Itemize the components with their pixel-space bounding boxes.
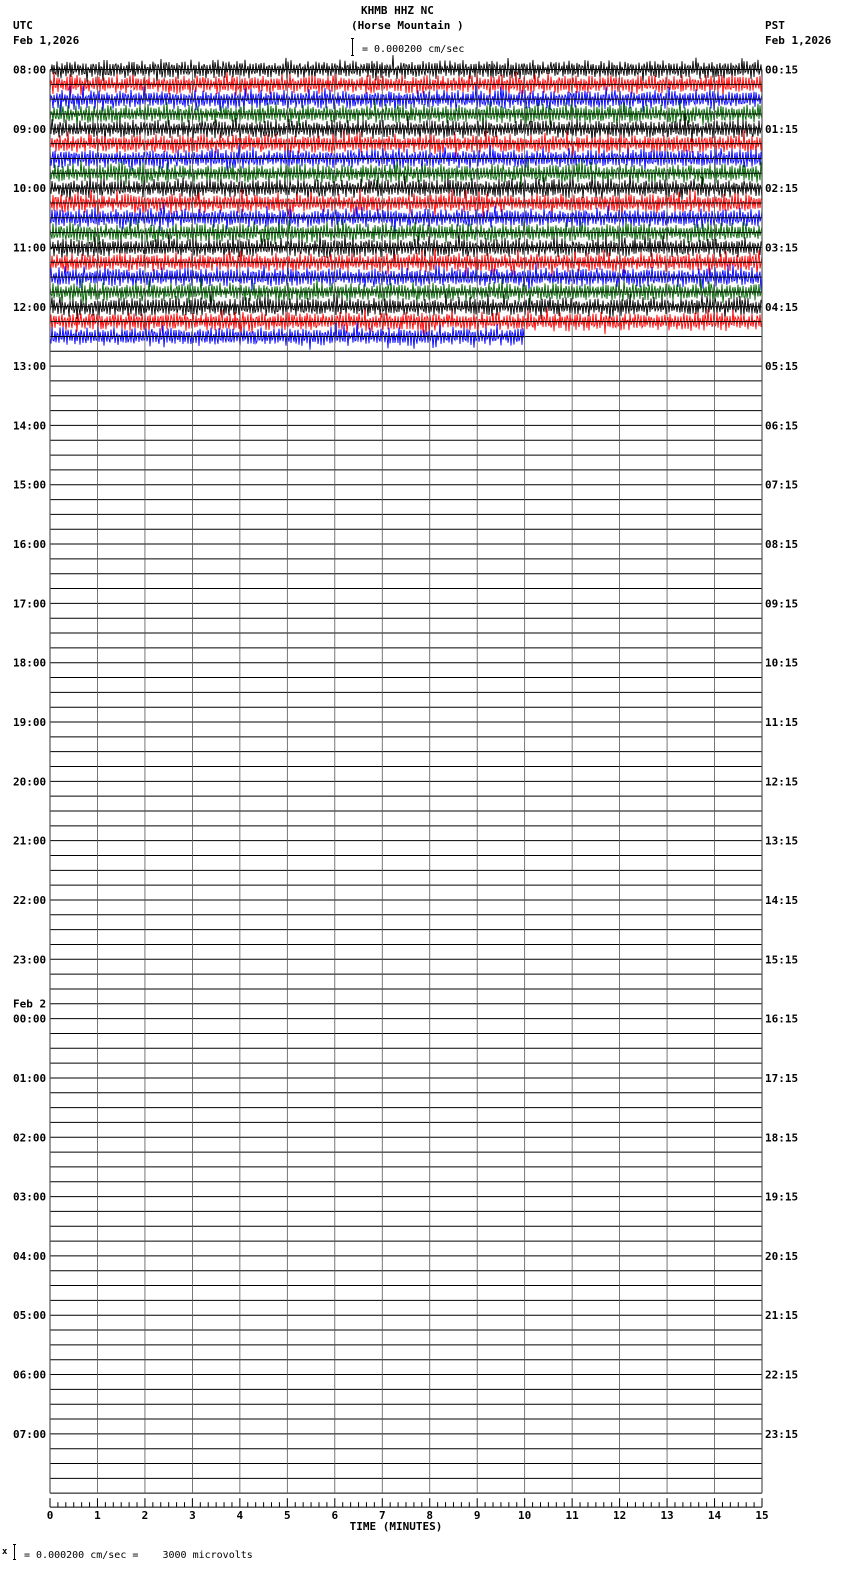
pst-hour-label: 12:15	[765, 775, 799, 789]
footer-scale-bar-icon	[13, 1544, 16, 1560]
x-axis-title: TIME (MINUTES)	[349, 1520, 443, 1534]
pst-hour-label: 09:15	[765, 597, 799, 611]
x-tick-label: 6	[331, 1509, 339, 1523]
utc-date-label: Feb 1,2026	[13, 34, 80, 47]
pst-hour-label: 08:15	[765, 538, 799, 552]
utc-hour-label: 04:00	[13, 1249, 47, 1263]
pst-hour-label: 02:15	[765, 182, 799, 196]
utc-hour-label: 10:00	[13, 182, 47, 196]
x-tick-label: 7	[378, 1509, 386, 1523]
utc-hour-label: 08:00	[13, 63, 47, 77]
x-tick-label: 9	[473, 1509, 481, 1523]
pst-hour-label: 07:15	[765, 478, 799, 492]
utc-hour-label: 01:00	[13, 1071, 47, 1085]
x-tick-label: 13	[660, 1509, 674, 1523]
utc-zone-label: UTC	[13, 19, 33, 32]
pst-zone-label: PST	[765, 19, 785, 32]
x-tick-label: 12	[612, 1509, 627, 1523]
pst-hour-label: 03:15	[765, 241, 799, 255]
utc-hour-label: 15:00	[13, 478, 47, 492]
footer-scale-note: = 0.000200 cm/sec = 3000 microvolts	[24, 1550, 253, 1561]
utc-hour-label: 18:00	[13, 656, 47, 670]
utc-hour-label: 23:00	[13, 953, 47, 967]
utc-hour-label: 19:00	[13, 716, 47, 730]
utc-hour-label: 11:00	[13, 241, 47, 255]
pst-hour-label: 19:15	[765, 1190, 799, 1204]
pst-hour-label: 01:15	[765, 122, 799, 136]
pst-hour-label: 06:15	[765, 419, 799, 433]
pst-hour-label: 04:15	[765, 300, 799, 314]
utc-hour-label: 02:00	[13, 1131, 47, 1145]
x-tick-label: 10	[518, 1509, 532, 1523]
utc-hour-label: 14:00	[13, 419, 47, 433]
pst-hour-label: 22:15	[765, 1368, 799, 1382]
utc-hour-label: 13:00	[13, 360, 47, 374]
x-tick-label: 0	[46, 1509, 54, 1523]
pst-hour-label: 05:15	[765, 360, 799, 374]
pst-hour-label: 10:15	[765, 656, 799, 670]
station-title: KHMB HHZ NC	[361, 4, 434, 17]
footer-scale-icon: x	[2, 1547, 8, 1557]
station-location: (Horse Mountain )	[351, 19, 464, 32]
scale-label: = 0.000200 cm/sec	[362, 44, 465, 55]
utc-hour-label: 05:00	[13, 1309, 47, 1323]
utc-hour-label: 00:00	[13, 1012, 47, 1026]
pst-hour-label: 00:15	[765, 63, 799, 77]
utc-hour-label: 03:00	[13, 1190, 47, 1204]
pst-hour-label: 18:15	[765, 1131, 799, 1145]
date-change-label: Feb 2	[13, 997, 47, 1011]
x-tick-label: 8	[426, 1509, 434, 1523]
x-tick-label: 14	[707, 1509, 722, 1523]
pst-hour-label: 21:15	[765, 1309, 799, 1323]
utc-hour-label: 12:00	[13, 300, 47, 314]
utc-hour-label: 07:00	[13, 1427, 47, 1441]
plot-grid	[50, 70, 762, 1494]
utc-hour-label: 17:00	[13, 597, 47, 611]
x-tick-label: 2	[141, 1509, 149, 1523]
pst-hour-label: 15:15	[765, 953, 799, 967]
utc-hour-label: 06:00	[13, 1368, 47, 1382]
x-tick-label: 1	[94, 1509, 101, 1523]
utc-hour-label: 22:00	[13, 893, 47, 907]
pst-hour-label: 14:15	[765, 893, 799, 907]
pst-hour-label: 20:15	[765, 1249, 799, 1263]
x-tick-label: 5	[284, 1509, 291, 1523]
utc-hour-label: 21:00	[13, 834, 47, 848]
x-tick-label: 4	[236, 1509, 244, 1523]
utc-hour-label: 09:00	[13, 122, 47, 136]
pst-hour-label: 16:15	[765, 1012, 799, 1026]
pst-date-label: Feb 1,2026	[765, 34, 832, 47]
pst-hour-label: 23:15	[765, 1427, 799, 1441]
x-tick-label: 3	[189, 1509, 196, 1523]
utc-hour-label: 16:00	[13, 538, 47, 552]
x-tick-label: 15	[755, 1509, 769, 1523]
x-axis	[47, 1498, 769, 1533]
utc-hour-label: 20:00	[13, 775, 47, 789]
pst-hour-label: 17:15	[765, 1071, 799, 1085]
x-tick-label: 11	[565, 1509, 579, 1523]
pst-hour-label: 13:15	[765, 834, 799, 848]
pst-hour-label: 11:15	[765, 716, 799, 730]
